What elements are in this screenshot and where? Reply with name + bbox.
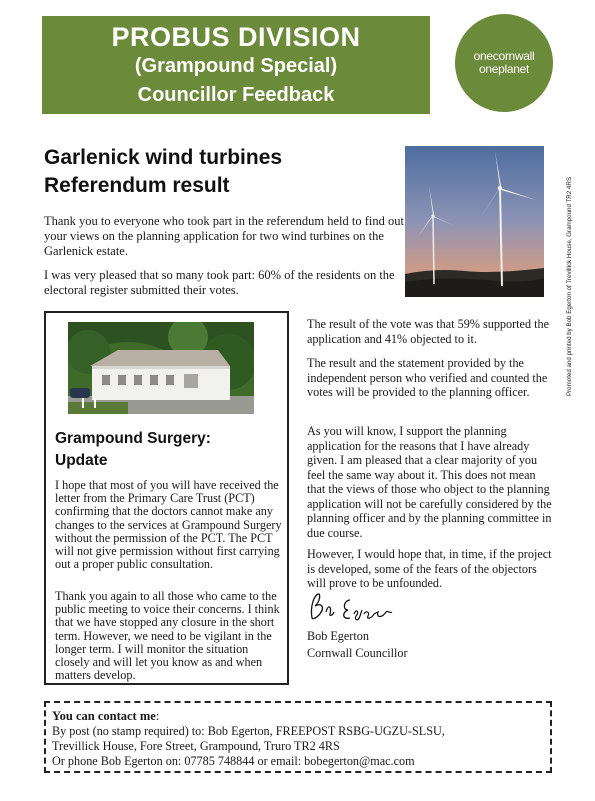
banner-title: PROBUS DIVISION xyxy=(111,22,361,52)
intro-paragraph-2: I was very pleased that so many took part: 60% of the residents on the electoral register submitted their votes. xyxy=(44,268,395,297)
banner-subtitle: (Grampound Special) xyxy=(134,55,338,77)
hope-paragraph: However, I would hope that, in time, if the project is developed, some of the fears of the objectors will prove to be unfounded. xyxy=(307,547,552,590)
contact-title-text: You can contact me xyxy=(52,709,156,723)
imprint-text: Promoted and printed by Bob Egerton of Trevillick House, Grampound TR2 4RS xyxy=(566,177,573,396)
article-headline xyxy=(44,144,394,200)
signoff-role: Cornwall Councillor xyxy=(307,646,408,660)
contact-postal-line-2: Trevillick House, Fore Street, Grampound, Truro TR2 4RS xyxy=(52,739,340,753)
contact-postal-line-1: By post (no stamp required) to: Bob Egerton, FREEPOST RSBG-UGZU-SLSU, xyxy=(52,724,445,738)
contact-title-colon: : xyxy=(155,709,160,723)
surgery-heading-line-1: Grampound Surgery: xyxy=(55,430,211,447)
result-paragraph: The result of the vote was that 59% supported the application and 41% objected to it. xyxy=(307,317,549,346)
logo-line-1: onecornwall xyxy=(473,49,535,63)
signoff-name: Bob Egerton xyxy=(307,629,369,643)
surgery-update-box xyxy=(44,311,289,685)
header-banner xyxy=(42,16,430,114)
surgery-heading xyxy=(55,428,285,472)
statement-paragraph: The result and the statement provided by the independent person who verified and counted the votes will be provided to the planning officer. xyxy=(307,356,548,399)
banner-subtitle-2: Councillor Feedback xyxy=(137,84,335,106)
logo-line-2: oneplanet xyxy=(478,62,530,76)
wind-turbine-photo xyxy=(405,146,544,297)
surgery-building-photo xyxy=(68,322,254,414)
imprint-credit xyxy=(560,148,580,398)
surgery-heading-line-2: Update xyxy=(55,452,108,469)
contact-box xyxy=(44,701,552,773)
contact-title xyxy=(52,709,159,724)
headline-line-1: Garlenick wind turbines xyxy=(44,146,283,169)
intro-paragraph-1: Thank you to everyone who took part in the referendum held to find out your views on the planning application for two wind turbines on the Garlenick estate. xyxy=(44,214,404,258)
headline-line-2: Referendum result xyxy=(44,174,230,197)
handwritten-signature xyxy=(306,590,396,626)
surgery-paragraph-1: I hope that most of you will have received the letter from the Primary Care Trust (PCT) confirming that the doctors cannot make any changes to the services at Grampound Surgery without the permission of the PCT. The PCT will not give permission without first carrying out a proper public consultation. xyxy=(55,478,282,572)
surgery-paragraph-2: Thank you again to all those who came to the public meeting to voice their concerns. I think that we have stopped any closure in the short term. However, we need to be vigilant in the longer term. I will monitor the situation closely and will let you know as and when matters develop. xyxy=(55,589,280,683)
one-cornwall-logo xyxy=(455,14,553,112)
contact-phone-email: Or phone Bob Egerton on: 07785 748844 or email: bobegerton@mac.com xyxy=(52,754,415,768)
support-paragraph: As you will know, I support the planning application for the reasons that I have already given. I am pleased that a clear majority of you feel the same way about it. This does not mean that the views of those who object to the planning application will not be carefully considered by the planning officer and by the planning committee in due course. xyxy=(307,424,552,540)
